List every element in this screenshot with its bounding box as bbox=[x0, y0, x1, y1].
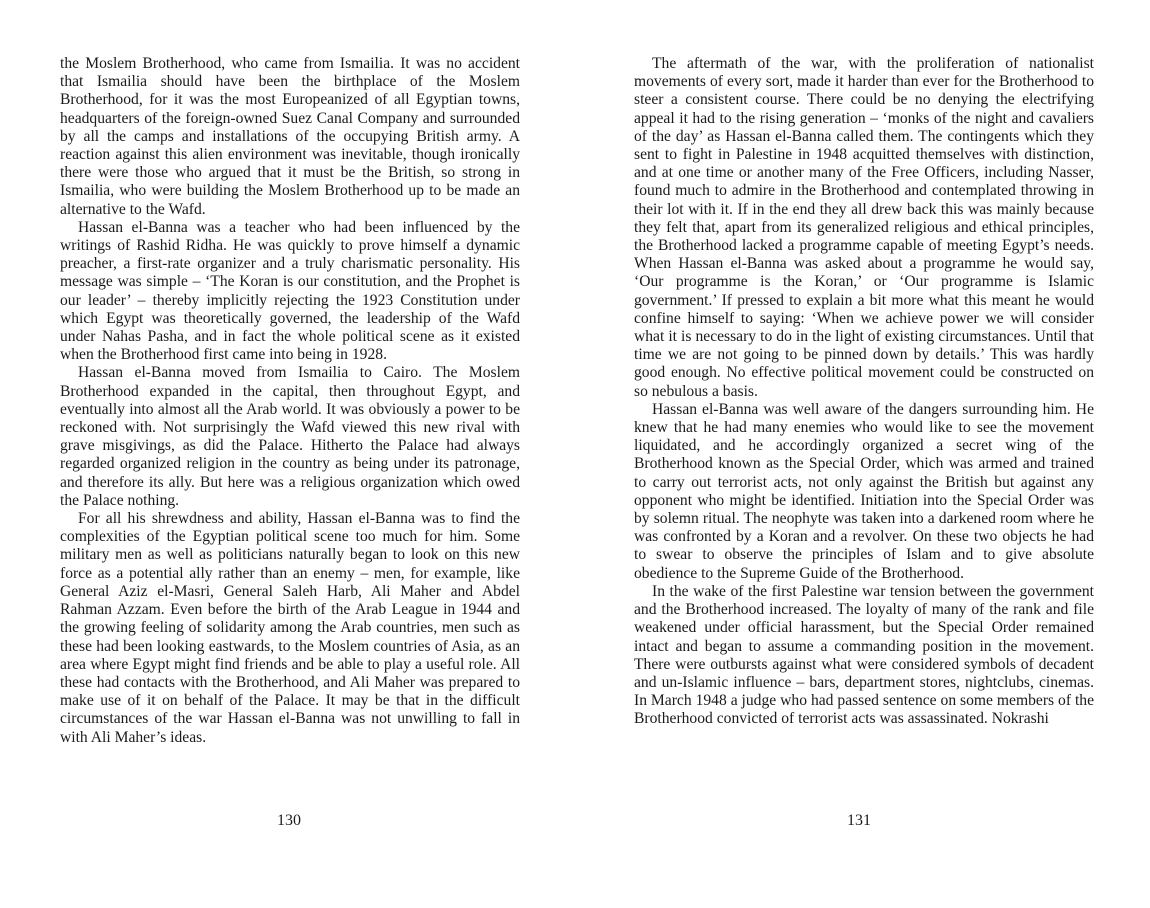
right-page-number: 131 bbox=[847, 812, 871, 829]
right-page bbox=[634, 55, 1094, 729]
left-paragraph-4: For all his shrewdness and ability, Hassan el-Banna was to find the complexities of the Egyptian political scene too much for him. Some military men as well as politicians naturally began to look on this new force as a potential ally rather than an enemy – men, for example, like General Aziz el-Masri, General Saleh Harb, Ali Maher and Abdel Rahman Azzam. Even before the birth of the Arab League in 1944 and the growing feeling of solidarity among the Arab countries, men such as these had been looking eastwards, to the Moslem countries of Asia, as an area where Egypt might find friends and be able to play a useful role. All these had contacts with the Brotherhood, and Ali Maher was prepared to make use of it on behalf of the Palace. It may be that in the difficult circumstances of the war Hassan el-Banna was not unwilling to fall in with Ali Maher’s ideas. bbox=[60, 510, 520, 746]
right-paragraph-3: In the wake of the first Palestine war tension between the government and the Brotherhood increased. The loyalty of many of the rank and file weakened under official harassment, but the Special Order remained intact and began to assume a commanding position in the movement. There were outbursts against what were considered symbols of decadent and un-Islamic influence – bars, department stores, nightclubs, cinemas. In March 1948 a judge who had passed sentence on some members of the Brotherhood convicted of terrorist acts was assassinated. Nokrashi bbox=[634, 582, 1094, 728]
left-page-number: 130 bbox=[277, 812, 301, 829]
right-paragraph-1: The aftermath of the war, with the proliferation of nationalist movements of every sort, made it harder than ever for the Brotherhood to steer a consistent course. There could be no denying the electrifying appeal it had to the rising generation – ‘monks of the night and cavaliers of the day’ as Hassan el-Banna called them. The contingents which they sent to fight in Palestine in 1948 acquitted themselves with distinction, and at one time or another many of the Free Officers, including Nasser, found much to admire in the Brotherhood and contemplated throwing in their lot with it. If in the end they all drew back this was mainly because they felt that, apart from its generalized religious and ethical principles, the Brotherhood lacked a programme capable of meeting Egypt’s needs. When Hassan el-Banna was asked about a programme he would say, ‘Our programme is the Koran,’ or ‘Our programme is Islamic government.’ If pressed to explain a bit more what this meant he would confine himself to saying: ‘When we achieve power we will consider what it is necessary to do in the light of existing circumstances. Until that time we are not going to be pinned down by details.’ This was hardly good enough. No effective political movement could be constructed on so nebulous a basis. bbox=[634, 55, 1094, 400]
left-page bbox=[60, 55, 520, 747]
left-paragraph-3: Hassan el-Banna moved from Ismailia to Cairo. The Moslem Brotherhood expanded in the capital, then throughout Egypt, and eventually into almost all the Arab world. It was obviously a power to be reckoned with. Not surprisingly the Wafd viewed this new rival with grave misgivings, as did the Palace. Hitherto the Palace had always regarded organized religion in the country as being under its patronage, and therefore its ally. But here was a religious organization which owed the Palace nothing. bbox=[60, 364, 520, 509]
left-paragraph-1: the Moslem Brotherhood, who came from Ismailia. It was no accident that Ismailia should have been the birthplace of the Moslem Brotherhood, for it was the most Europeanized of all Egyptian towns, headquarters of the foreign-owned Suez Canal Company and surrounded by all the camps and installations of the occupying British army. A reaction against this alien environment was inevitable, though ironically there were those who argued that it must be the British, so strong in Ismailia, who were building the Moslem Brotherhood up to be made an alternative to the Wafd. bbox=[60, 55, 520, 218]
right-paragraph-2: Hassan el-Banna was well aware of the dangers surrounding him. He knew that he had many enemies who would like to see the movement liquidated, and he accordingly organized a secret wing of the Brotherhood known as the Special Order, which was armed and trained to carry out terrorist acts, not only against the British but against any opponent who might be identified. Initiation into the Special Order was by solemn ritual. The neophyte was taken into a darkened room where he was confronted by a Koran and a revolver. On these two objects he had to swear to observe the principles of Islam and to give absolute obedience to the Supreme Guide of the Brotherhood. bbox=[634, 400, 1094, 582]
left-paragraph-2: Hassan el-Banna was a teacher who had been influenced by the writings of Rashid Ridha. He was quickly to prove himself a dynamic preacher, a first-rate organizer and a truly charismatic personality. His message was simple – ‘The Koran is our constitution, and the Prophet is our leader’ – thereby implicitly rejecting the 1923 Constitution under which Egypt was theoretically governed, the leadership of the Wafd under Nahas Pasha, and in fact the whole political scene as it existed when the Brotherhood first came into being in 1928. bbox=[60, 218, 520, 364]
